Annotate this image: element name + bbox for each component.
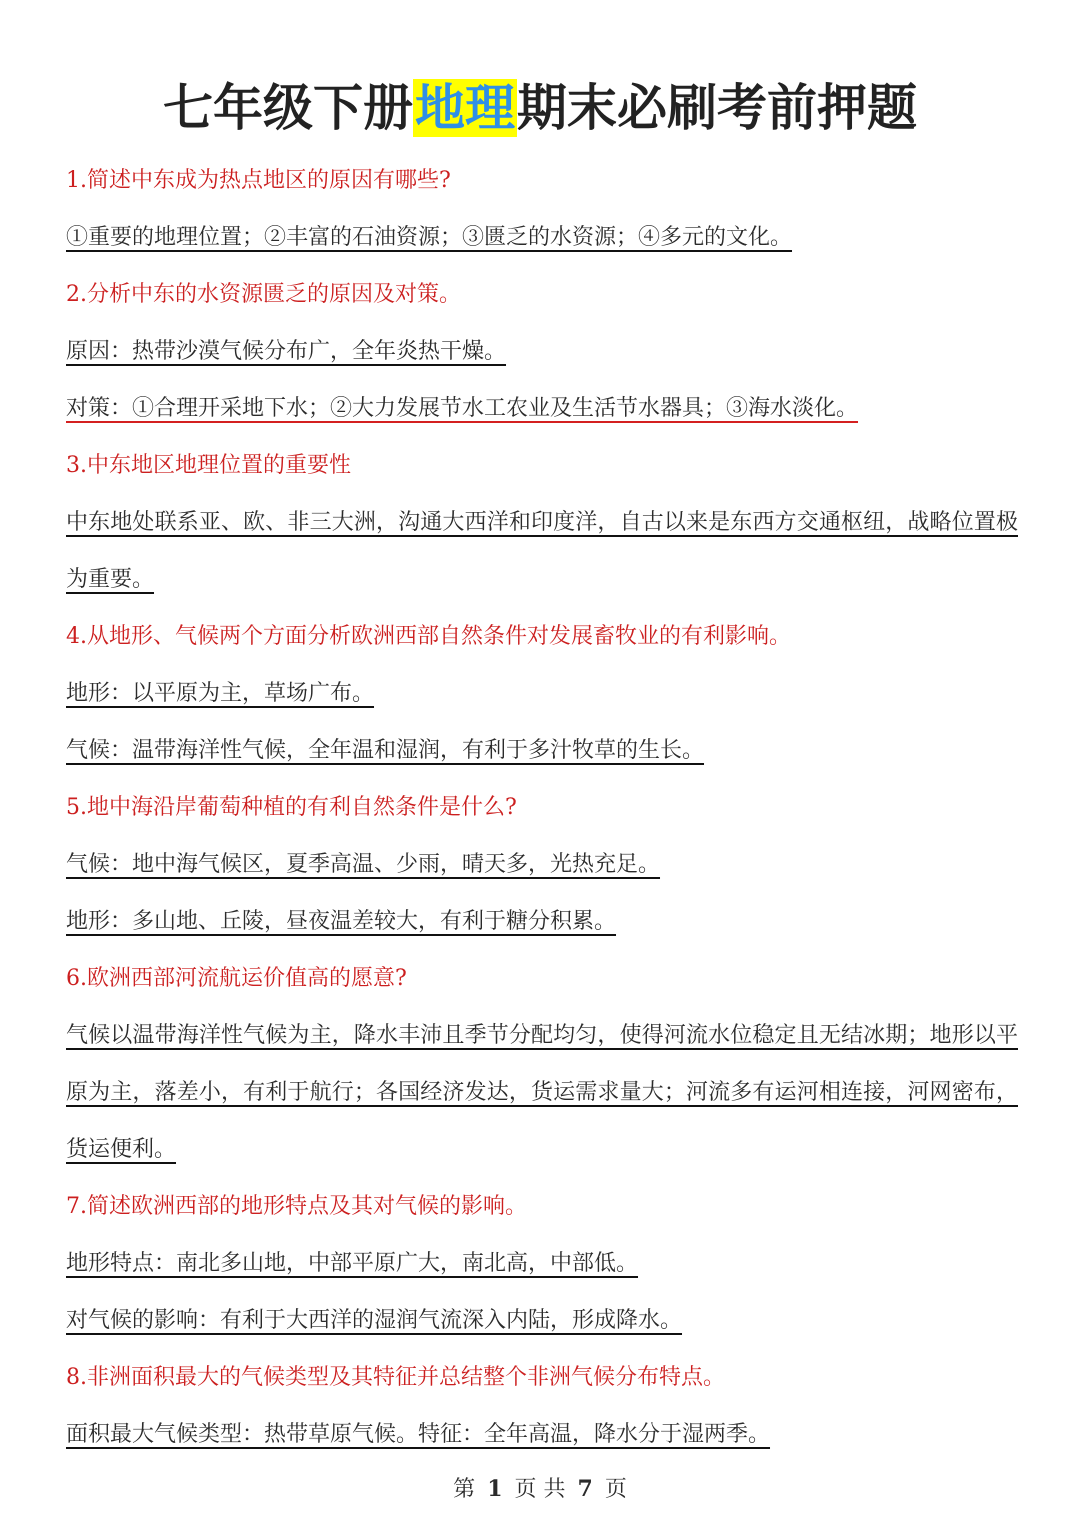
- footer-prefix: 第: [453, 1477, 476, 1502]
- answer-4-climate: 气候：温带海洋性气候，全年温和湿润，有利于多汁牧草的生长。: [66, 738, 705, 763]
- title-part2: 期末必刷考前押题: [517, 79, 917, 137]
- answer-4-terrain: 地形：以平原为主，草场广布。: [66, 681, 375, 706]
- current-page: 1: [487, 1476, 503, 1502]
- answer-6: 气候以温带海洋性气候为主，降水丰沛且季节分配均匀，使得河流水位稳定且无结冰期；地形以平原为主，落差小，有利于航行；各国经济发达，货运需求量大；河流多有运河相连接，河网密布，货运便利。: [66, 1023, 1018, 1162]
- total-pages: 7: [577, 1476, 593, 1502]
- answer-3: 中东地处联系亚、欧、非三大洲，沟通大西洋和印度洋，自古以来是东西方交通枢纽，战略位置极为重要。: [66, 510, 1018, 592]
- answer-2-measure: 对策：①合理开采地下水；②大力发展节水工农业及生活节水器具；③海水淡化。: [66, 396, 859, 421]
- title-highlight: 地理: [415, 79, 515, 137]
- title-part1: 七年级下册: [163, 79, 413, 137]
- page-number-footer: [0, 1472, 1080, 1507]
- question-8: 8.非洲面积最大的气候类型及其特征并总结整个非洲气候分布特点。: [66, 1365, 725, 1390]
- footer-suffix: 页: [604, 1477, 627, 1502]
- question-2: 2.分析中东的水资源匮乏的原因及对策。: [66, 282, 461, 307]
- answer-1: ①重要的地理位置；②丰富的石油资源；③匮乏的水资源；④多元的文化。: [66, 225, 793, 250]
- question-6: 6.欧洲西部河流航运价值高的愿意?: [66, 966, 407, 991]
- page-title: [0, 70, 1080, 146]
- footer-middle: 页 共: [514, 1477, 566, 1502]
- question-5: 5.地中海沿岸葡萄种植的有利自然条件是什么?: [66, 795, 517, 820]
- answer-7-terrain: 地形特点：南北多山地，中部平原广大，南北高，中部低。: [66, 1251, 639, 1276]
- answer-8: 面积最大气候类型：热带草原气候。特征：全年高温，降水分于湿两季。: [66, 1422, 771, 1447]
- question-list: [66, 152, 1018, 1463]
- question-1: 1.简述中东成为热点地区的原因有哪些?: [66, 168, 451, 193]
- question-7: 7.简述欧洲西部的地形特点及其对气候的影响。: [66, 1194, 527, 1219]
- answer-5-climate: 气候：地中海气候区，夏季高温、少雨，晴天多，光热充足。: [66, 852, 661, 877]
- answer-7-climate: 对气候的影响：有利于大西洋的湿润气流深入内陆，形成降水。: [66, 1308, 683, 1333]
- question-3: 3.中东地区地理位置的重要性: [66, 453, 351, 478]
- answer-5-terrain: 地形：多山地、丘陵，昼夜温差较大，有利于糖分积累。: [66, 909, 617, 934]
- question-4: 4.从地形、气候两个方面分析欧洲西部自然条件对发展畜牧业的有利影响。: [66, 624, 791, 649]
- answer-2-cause: 原因：热带沙漠气候分布广，全年炎热干燥。: [66, 339, 507, 364]
